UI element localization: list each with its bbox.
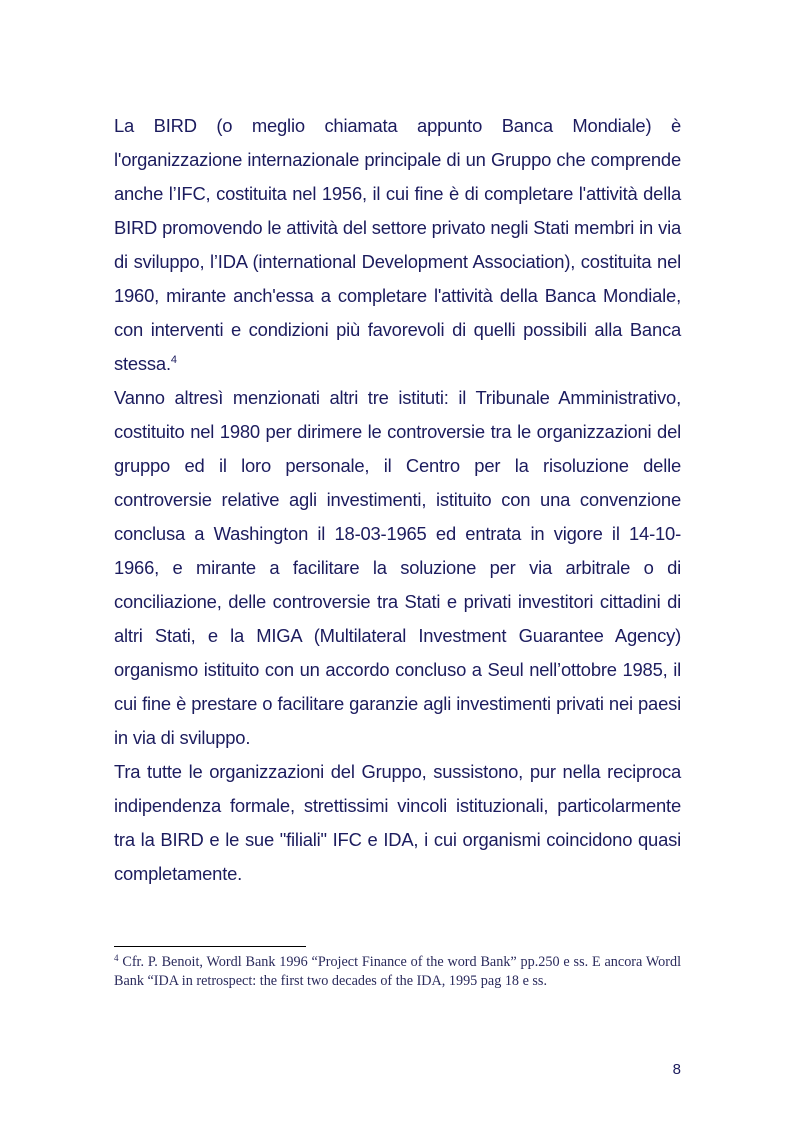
body-text	[114, 109, 681, 891]
footnote-separator	[114, 946, 306, 947]
footnote-text: Cfr. P. Benoit, Wordl Bank 1996 “Project Finance of the word Bank” pp.250 e ss. E ancora Wordl Bank “IDA in retrospect: the first two decades of the IDA, 1995 pag 18 e ss.	[114, 954, 682, 989]
paragraph-bird-text: La BIRD (o meglio chiamata appunto Banca Mondiale) è l'organizzazione internazionale principale di un Gruppo che comprende anche l’IFC, costituita nel 1956, il cui fine è di completare l'attività della BIRD promovendo le attività del settore privato negli Stati membri in via di sviluppo, l’IDA (international Development Association), costituita nel 1960, mirante anch'essa a completare l'attività della Banca Mondiale, con interventi e condizioni più favorevoli di quelli possibili alla Banca stessa.	[114, 115, 681, 374]
footnote-reference: 4	[170, 354, 177, 366]
footnote	[114, 953, 681, 991]
paragraph-group-links: Tra tutte le organizzazioni del Gruppo, sussistono, pur nella reciproca indipendenza formale, strettissimi vincoli istituzionali, particolarmente tra la BIRD e le sue "filiali" IFC e IDA, i cui organismi coincidono quasi completamente.	[114, 761, 681, 884]
page-number: 8	[672, 1061, 681, 1078]
paragraph-institutes: Vanno altresì menzionati altri tre istituti: il Tribunale Amministrativo, costituito nel 1980 per dirimere le controversie tra le organizzazioni del gruppo ed il loro personale, il Centro per la risoluzione delle controversie relative agli investimenti, istituito con una convenzione conclusa a Washington il 18-03-1965 ed entrata in vigore il 14-10-1966, e mirante a facilitare la soluzione per via arbitrale o di conciliazione, delle controversie tra Stati e privati investitori cittadini di altri Stati, e la MIGA (Multilateral Investment Guarantee Agency) organismo istituito con un accordo concluso a Seul nell’ottobre 1985, il cui fine è prestare o facilitare garanzie agli investimenti privati nei paesi in via di sviluppo.	[114, 387, 681, 748]
paragraph-bird	[114, 109, 681, 381]
footnote-mark: 4	[114, 953, 119, 963]
